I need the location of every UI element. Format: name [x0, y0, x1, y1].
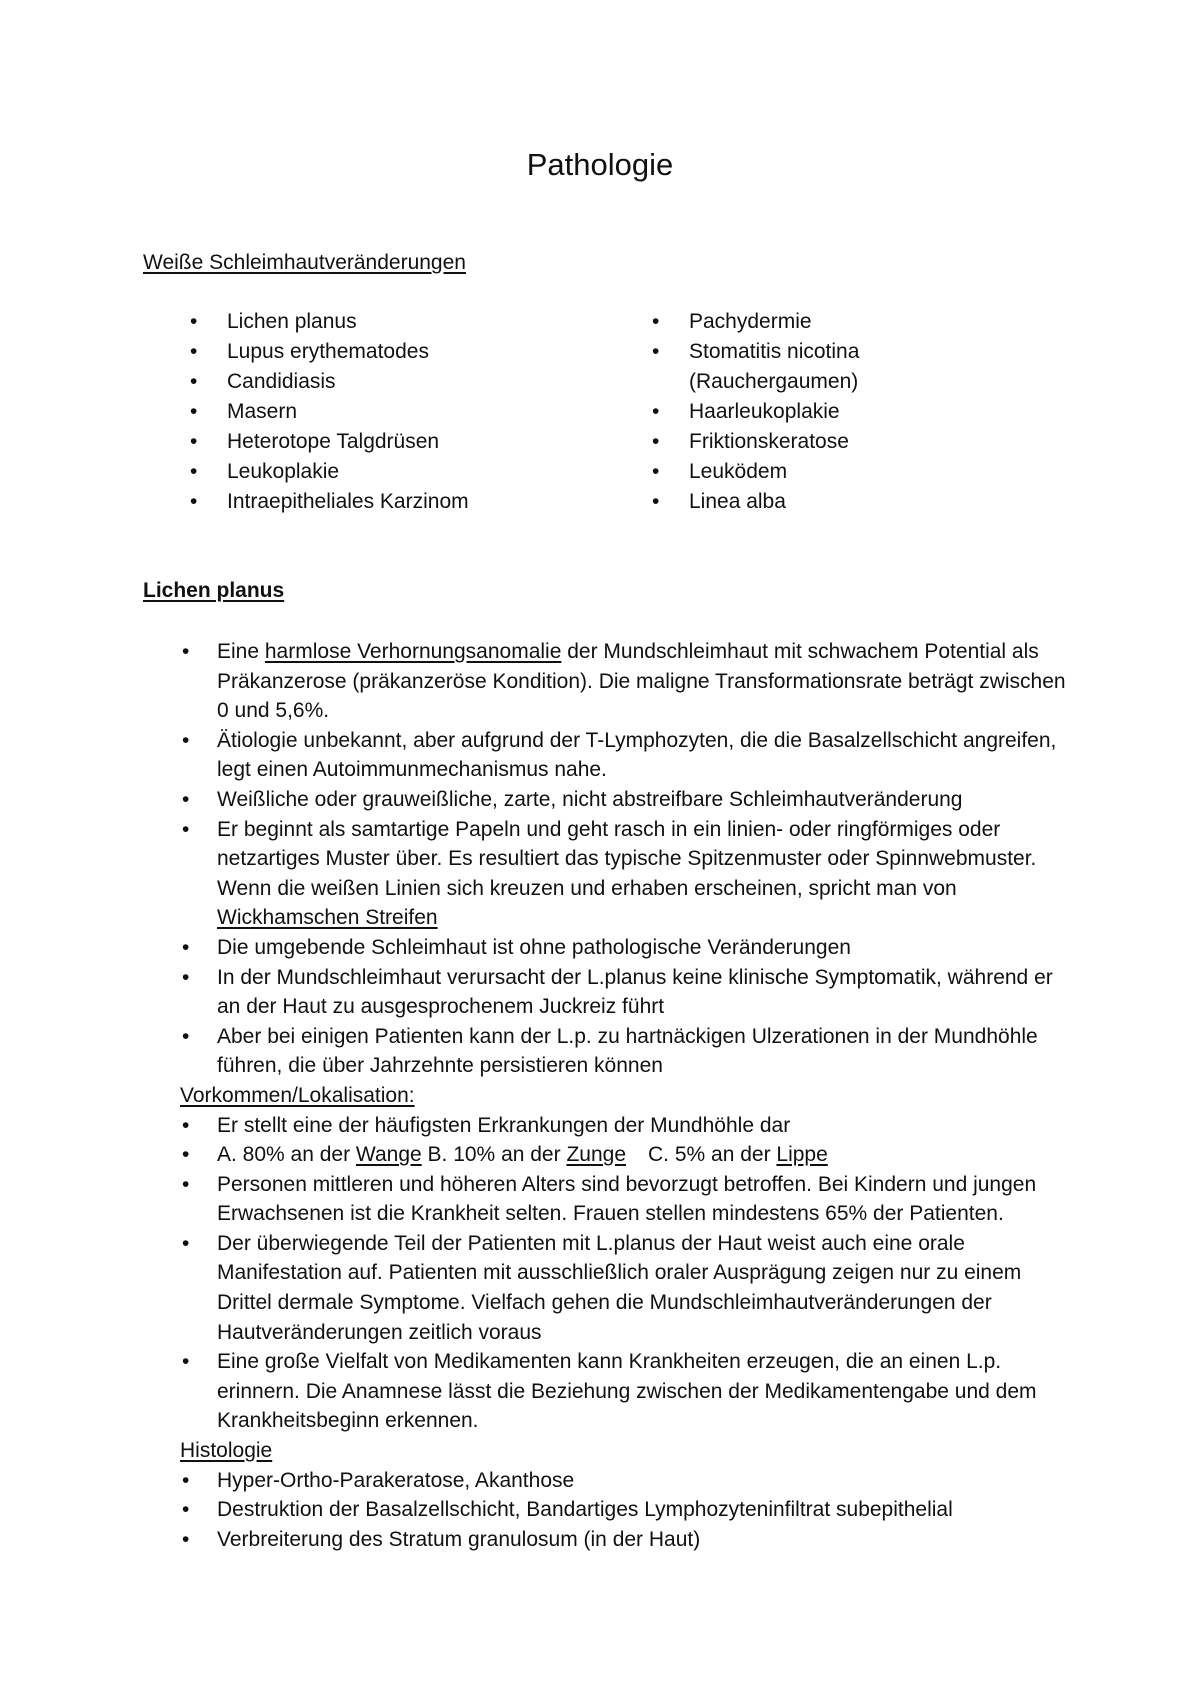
page-title: Pathologie	[526, 147, 674, 182]
list-item: • Linea alba	[652, 487, 982, 517]
list-item: • Candidiasis	[190, 367, 610, 397]
list-item: • Stomatitis nicotina (Rauchergaumen)	[652, 337, 982, 397]
list-item: • Die umgebende Schleimhaut ist ohne pathologische Veränderungen	[180, 933, 1080, 963]
list-item: • Pachydermie	[652, 307, 982, 337]
list-item: • Intraepitheliales Karzinom	[190, 487, 610, 517]
list-item: • Friktionskeratose	[652, 427, 982, 457]
white-lesions-list-right	[652, 307, 982, 517]
list-item: • Er beginnt als samtartige Papeln und geht rasch in ein linien- oder ringförmiges oder netzartiges Muster über. Es resultiert das typische Spitzenmuster oder Spinnwebmuster. Wenn die weißen Linien sich kreuzen und erhaben erscheinen, spricht man von Wickhamschen Streifen	[180, 815, 1080, 933]
list-item: • Haarleukoplakie	[652, 397, 982, 427]
lichen-planus-list	[180, 637, 1080, 1081]
list-item: • A. 80% an der Wange B. 10% an der Zunge C. 5% an der Lippe	[180, 1140, 1080, 1170]
list-item: • Hyper-Ortho-Parakeratose, Akanthose	[180, 1466, 1080, 1496]
list-item: • Masern	[190, 397, 610, 427]
list-item: • Heterotope Talgdrüsen	[190, 427, 610, 457]
list-item: • Lichen planus	[190, 307, 610, 337]
white-lesions-list-left	[190, 307, 610, 517]
vorkommen-list	[180, 1111, 1080, 1437]
histologie-list	[180, 1466, 1080, 1555]
subheading-histologie: Histologie	[180, 1439, 273, 1463]
list-item: • Eine große Vielfalt von Medikamenten kann Krankheiten erzeugen, die an einen L.p. erinnern. Die Anamnese lässt die Beziehung zwischen der Medikamentengabe und dem Krankheitsbeginn erkennen.	[180, 1347, 1080, 1436]
list-item: • In der Mundschleimhaut verursacht der L.planus keine klinische Symptomatik, während er an der Haut zu ausgesprochenem Juckreiz führt	[180, 963, 1080, 1022]
list-item: • Leuködem	[652, 457, 982, 487]
list-item: • Personen mittleren und höheren Alters sind bevorzugt betroffen. Bei Kindern und jungen Erwachsenen ist die Krankheit selten. Frauen stellen mindestens 65% der Patienten.	[180, 1170, 1080, 1229]
list-item: • Er stellt eine der häufigsten Erkrankungen der Mundhöhle dar	[180, 1111, 1080, 1141]
list-item: • Lupus erythematodes	[190, 337, 610, 367]
list-item: • Verbreiterung des Stratum granulosum (in der Haut)	[180, 1525, 1080, 1555]
list-item: • Ätiologie unbekannt, aber aufgrund der T-Lymphozyten, die die Basalzellschicht angreifen, legt einen Autoimmunmechanismus nahe.	[180, 726, 1080, 785]
list-item: • Der überwiegende Teil der Patienten mit L.planus der Haut weist auch eine orale Manifestation auf. Patienten mit ausschließlich oraler Ausprägung zeigen nur zu einem Drittel dermale Symptome. Vielfach gehen die Mundschleimhautveränderungen der Hautveränderungen zeitlich voraus	[180, 1229, 1080, 1347]
list-item: • Leukoplakie	[190, 457, 610, 487]
lichen-planus-content	[180, 637, 1080, 1554]
list-item: • Weißliche oder grauweißliche, zarte, nicht abstreifbare Schleimhautveränderung	[180, 785, 1080, 815]
subheading-vorkommen: Vorkommen/Lokalisation:	[180, 1083, 415, 1107]
section-heading-lichen-planus: Lichen planus	[143, 579, 285, 602]
list-item: • Eine harmlose Verhornungsanomalie der Mundschleimhaut mit schwachem Potential als Präkanzerose (präkanzeröse Kondition). Die maligne Transformationsrate beträgt zwischen 0 und 5,6%.	[180, 637, 1080, 726]
list-item: • Aber bei einigen Patienten kann der L.p. zu hartnäckigen Ulzerationen in der Mundhöhle führen, die über Jahrzehnte persistieren können	[180, 1022, 1080, 1081]
list-item: • Destruktion der Basalzellschicht, Bandartiges Lymphozyteninfiltrat subepithelial	[180, 1495, 1080, 1525]
section-heading-white-lesions: Weiße Schleimhautveränderungen	[143, 251, 466, 274]
